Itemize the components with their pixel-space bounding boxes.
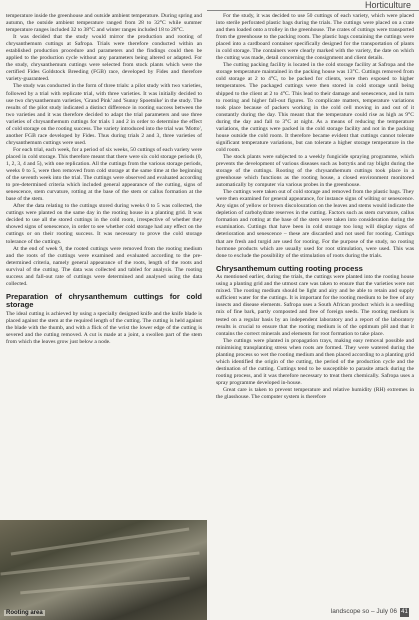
right-paragraph-5: As mentioned earlier, during the trials, the cuttings were planted into the rooting house using a planting grid and the utmost care was taken to ensure that the varieties were not mixed. The rooting medium should be light and airy and be able to retain and supply sufficient water for the cuttings. It is important for the rooting medium to be free of any insects and disease elements. Safropa uses a South African product which is a seedling mix of fine bark, partly composted and free of foreign seeds. The rooting medium is tested on a regular basis by an independent laboratory and a report of the laboratory results is crucial to ensure that the rooting medium is of the optimum pH and that it contains the correct minerals and elements for root formation to take place.	[216, 274, 414, 337]
section-title: Horticulture	[364, 0, 411, 10]
right-paragraph-2: The cutting packing facility is located in the cold storage facility at Safropa and the storage temperature maintained in the packing house was 13°C. Cuttings removed from cold storage at 2 to 4°C, to be packed for clients, were then exposed to higher temperatures. The packaged cuttings were then stored in cold storage until being shipped to the client at 2 to 4°C. This lead to their damage and senescence, and in turn to rooting and higher fall-out figures. To complicate matters, temperature variations took place because of packers working in the cold cell moving in and out of it constantly during the day. This meant that the temperature could rise as high as 9°C during the day and fall to 3°C at night. As a means of reducing the temperature variations, the cuttings were packed in the cold storage facility and not in the packing house outside the cold room. It therefore became evident that cuttings cannot tolerate significant temperature variations, but can tolerate a higher storage temperature in the cold room.	[216, 62, 414, 153]
right-paragraph-7: Great care is taken to prevent temperature and relative humidity (RH) extremes in the glasshouse. The computer system is therefore	[216, 386, 414, 401]
footer-text: landscope so – July 06	[330, 608, 397, 615]
left-paragraph-2: It was decided that the study would mirror the production and rooting of chrysanthemum cuttings at Safropa. Trials were therefore conducted within an established production procedure and parameters and the findings could then be applied to the production cycle without any parameters being altered or adapted. For the study, chrysanthemum cuttings were selected from stock plants which were the certified Fides Goldstock Breeding (FGB) race, developed by Fides and therefore variety-guaranteed.	[6, 34, 202, 83]
subheading-rooting-process: Chrysanthemum cutting rooting process	[216, 263, 363, 273]
left-paragraph-1: temperature inside the greenhouse and outside ambient temperature. During spring and autumn, the outside ambient temperature ranged from 28 to 32°C while summer temperature ranges included 32 to 38°C and winter ranges included 18 to 28°C.	[6, 13, 202, 34]
page-footer	[331, 608, 409, 617]
photo-caption: Rooting area	[6, 610, 43, 616]
left-paragraph-4: For each trial, each week, for a period of six weeks, 50 cuttings of each variety were placed in cold storage. This therefore meant that there were six cold storage periods (0, 1, 2, 3, 4 and 5), with one replication. All the cuttings from the various storage periods, weeks 0 to 5, were then removed from cold storage at the same time at the beginning of the seventh week into the trial. The cuttings were observed and evaluated according to pre-determined criteria which included general appearance of the cutting, signs of senescence, stem curvature, rotting at the base of the stem or callus formation at the base of the stem.	[6, 146, 202, 203]
right-paragraph-3: The stock plants were subjected to a weekly fungicide spraying programme, which prevents the development of various diseases such as botrytis and ray blight during the storage of the cuttings. Rooting of the chrysanthemum cuttings took place in a greenhouse which functions as the rooting house, a closed environment monitored automatically by computer via various probes in the greenhouse.	[216, 153, 414, 189]
left-paragraph-5: After the data relating to the cuttings stored during weeks 0 to 5 was collected, the cuttings were planted on the same day in the rooting house in a planting grid. It was decided to use all the stored cuttings in the cold room, irrespective of whether they showed signs of senescence, in order to see whether cold storage had any effect on the cuttings or on their rooting success. It was necessary to prove the cold storage tolerance of the cuttings.	[6, 203, 202, 245]
rooting-area-photo	[0, 520, 207, 620]
page-header	[0, 0, 419, 10]
right-paragraph-4: The cuttings were taken out of cold storage and removed from the plastic bags. They were then examined for general appearance, for instance signs of wilting or senescence. Any signs of yellow or brown discolouration on the leaves and stems would indicate the depletion of carbohydrate reserves in the cutting. Factors such as stem curvature, callus formation and rotting at the base of the stem were taken into consideration during the examination. Cuttings that have been in cold storage too long will display signs of deterioration and senescence – these are discarded and not used for rooting. Cuttings that are fresh and turgid are used for rooting. For the purpose of the study, no rooting hormone products which are usually used for root stimulation, were used. This was done to exclude the possibility of the stimulation of roots during the trials.	[216, 189, 414, 259]
left-paragraph-6: At the end of week 9, the rooted cuttings were removed from the rooting medium and the roots of the cuttings were examined and evaluated according to the pre-determined criteria, namely general appearance of the roots, length of the roots and survival of the cutting. The data was collected and tabled for analysis. The rooting success and fall-out rate of cuttings were determined and analysed using the data collected.	[6, 245, 202, 287]
left-paragraph-7: The ideal cutting is achieved by using a specially designed knife and the knife blade is placed against the stem at the required length of the cutting. The cutting is held against the blade with the thumb, and with a flick of the wrist the lower edge of the cutting is severed and the cutting removed. A cut is made at a joint, a swollen part of the stem from which the leaves grow just below a node.	[6, 311, 202, 346]
left-paragraph-3: The study was conducted in the form of three trials: a pilot study with two varieties, followed by a trial with replicate trial, with three varieties. It was initially decided to use two chrysanthemum varieties, 'Grand Pink' and 'Sunny Spoetnike' in the study. The results of the pilot study indicated a distinct difference in rooting success between the two varieties and it was therefore decided to adapt the trial parameters and use three varieties of chrysanthemum cuttings for trials 1 and 2 in order to determine the effect of cold storage on the rooting success. The variety introduced into the trial was 'Motto', another FGB race developed by Fides. Thus during trials 2 and 3, three varieties of chrysanthemum cuttings were used.	[6, 83, 202, 146]
right-column	[216, 13, 414, 401]
page-number: 41	[401, 609, 408, 615]
subheading-preparation: Preparation of chrysanthemum cuttings for cold storage	[6, 291, 202, 310]
right-paragraph-1: For the study, it was decided to use 50 cuttings of each variety, which were placed into sterile perforated plastic bags during the trials. The cuttings were placed on a crate and then loaded onto a trolley in the greenhouse. The crates of cuttings were transported from the greenhouse to the packing room. The plastic bags containing the cuttings were placed into a cardboard container specifically designed for the transportation of plants in cold storage. The containers were clearly marked with the variety, the date on which the cutting was made, detail concerning the consignment and client details.	[216, 13, 414, 62]
right-paragraph-6: The cuttings were planted in propagation trays, making easy removal possible and minimising transplanting stress when roots are formed. They were watered during the planting process so wet the rooting medium and then placed according to a planting grid which identified the origin of the cutting, the period of the production cycle and the destination of the cutting. Cuttings tend to be susceptible to parasite attack during the rooting process, and it was therefore necessary to treat them chemically. Safropa uses a spray programme developed in-house.	[216, 337, 414, 386]
left-column	[6, 13, 202, 346]
header-rule	[207, 10, 419, 11]
